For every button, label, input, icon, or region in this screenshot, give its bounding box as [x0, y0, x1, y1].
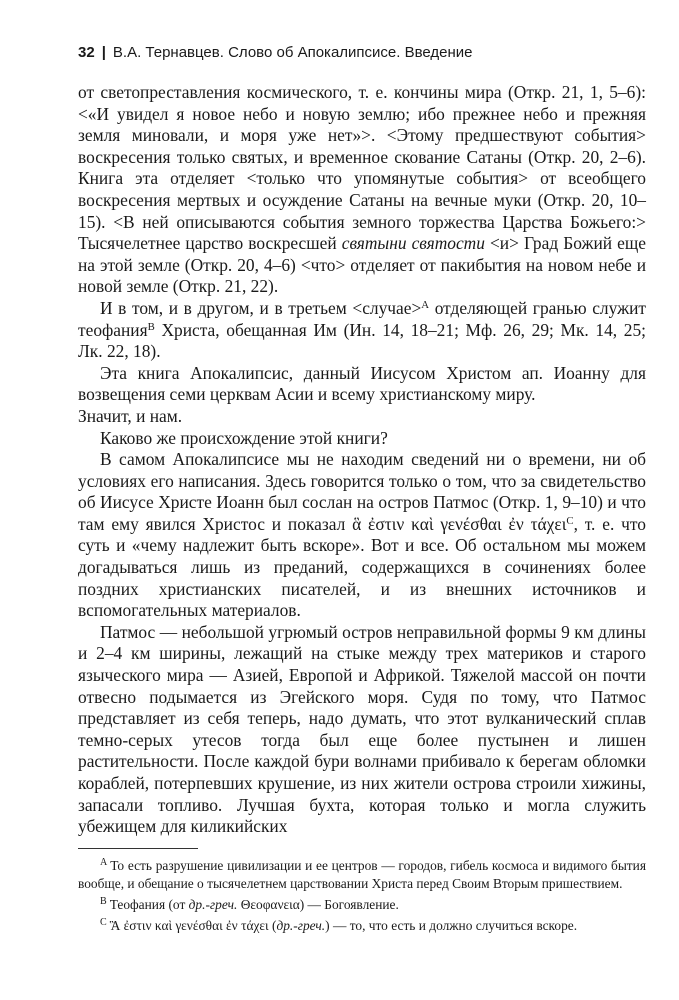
paragraph-2-text-c: Христа, обещанная Им (Ин. 14, 18–21; Мф. 26, 29; Мк. 14, 25; Лк. 22, 18).: [78, 319, 646, 362]
header-separator: |: [101, 44, 106, 61]
footnote-mark-b: B: [100, 896, 107, 908]
footnote-b-italic: др.-греч.: [188, 897, 238, 912]
footnote-c: [78, 917, 646, 935]
running-title: В.А. Тернавцев. Слово об Апокалипсисе. Введение: [112, 44, 473, 61]
paragraph-6-text-a: В самом Апокалипсисе мы не находим сведений ни о времени, ни об условиях его написания. Здесь говорится только о том, что за свидетельство об Иисусе Христе Иоанн был сослан на остров Патмос (Откр. 1, 9–10) и что там ему явился Христос и показал ἃ ἐστιν καὶ γενέσθαι ἐν τάχει: [78, 449, 646, 534]
paragraph-2-text-a: И в том, и в другом, и в третьем <случае>: [100, 297, 422, 318]
footnote-mark-c: C: [100, 917, 107, 929]
footnote-b: [78, 896, 646, 914]
paragraph-1-italic: святыни святости: [341, 233, 485, 254]
footnote-a: [78, 857, 646, 893]
footnote-a-text: То есть разрушение цивилизации и ее центров — городов, гибель космоса и видимого бытия вообще, и обещание о тысячелетнем царствовании Христа перед Своим Вторым пришествием.: [78, 858, 646, 891]
paragraph-7: Патмос — небольшой угрюмый остров неправильной формы 9 км длины и 2–4 км ширины, лежащий на стыке между трех материков и старого языческого мира — Азией, Европой и Африкой. Тяжелой массой он почти отвесно подымается из Эгейского моря. Судя по тому, что Патмос представляет из себя теперь, надо думать, что этот вулканический сплав темно-серых утесов тогда был еще более пустынен и лишен растительности. После каждой бури волнами прибивало к берегам обломки кораблей, потерпевших крушение, из них жители острова строили хижины, запасали топливо. Лучшая бухта, которая только и могла служить убежищем для киликийских: [78, 621, 646, 837]
footnote-c-text-b: ) — то, что есть и должно случиться вскоре.: [325, 918, 578, 933]
paragraph-5: Каково же происхождение этой книги?: [100, 427, 388, 448]
paragraph-2-text-b: отделяющей гранью служит теофания: [78, 297, 646, 340]
footnotes: [78, 857, 646, 935]
paragraph-1-text-b: <и> Град Божий еще на этой земле (Откр. 20, 4–6) <что> отделяет от пакибытия на новом небе и новой земле (Откр. 21, 22).: [78, 233, 646, 297]
main-text: [78, 82, 646, 838]
footnote-divider: [78, 848, 198, 849]
footnote-mark-a: A: [100, 857, 108, 869]
paragraph-4: Значит, и нам.: [78, 405, 183, 426]
footnote-ref-b[interactable]: B: [147, 320, 155, 333]
footnote-ref-c[interactable]: C: [566, 514, 574, 527]
paragraph-3: Эта книга Апокалипсис, данный Иисусом Христом ап. Иоанну для возвещения семи церквам Асии и всему христианскому миру.: [78, 362, 646, 405]
page-number: 32: [78, 44, 95, 61]
footnote-b-text-a: Теофания (от: [109, 897, 189, 912]
footnote-c-text-a: Ἃ ἐστιν καὶ γενέσθαι ἐν τάχει (: [109, 918, 277, 933]
paragraph-6-text-b: , т. е. что суть и «чему надлежит быть вскоре». Вот и все. Об остальном мы можем догадываться лишь из преданий, содержащихся в сочинениях более поздних христианских писателей, и из внешних источников и вспомогательных материалов.: [78, 513, 646, 621]
footnote-c-italic: др.-греч.: [276, 918, 326, 933]
paragraph-2: [78, 298, 646, 363]
paragraph-6: [78, 449, 646, 622]
paragraph-1: [78, 82, 646, 298]
footnote-b-text-b: Θεοφανεια) — Богоявление.: [237, 897, 399, 912]
paragraph-1-text-a: от светопреставления космического, т. е. кончины мира (Откр. 21, 1, 5–6): <«И увидел я новое небо и новую землю; ибо прежнее небо и прежняя земля миновали, и моря уже нет»>. <Этому предшествуют события> воскресения только святых, и временное скование Сатаны (Откр. 20, 2–6). Книга эта отделяет <только что упомянутые события> от всеобщего воскресения мертвых и осуждение Сатаны на вечные муки (Откр. 20, 10–15). <В ней описываются события земного торжества Царства Божьего:> Тысячелетнее царство воскресшей: [78, 82, 646, 254]
footnote-ref-a[interactable]: A: [421, 299, 430, 312]
running-header: [78, 44, 638, 62]
